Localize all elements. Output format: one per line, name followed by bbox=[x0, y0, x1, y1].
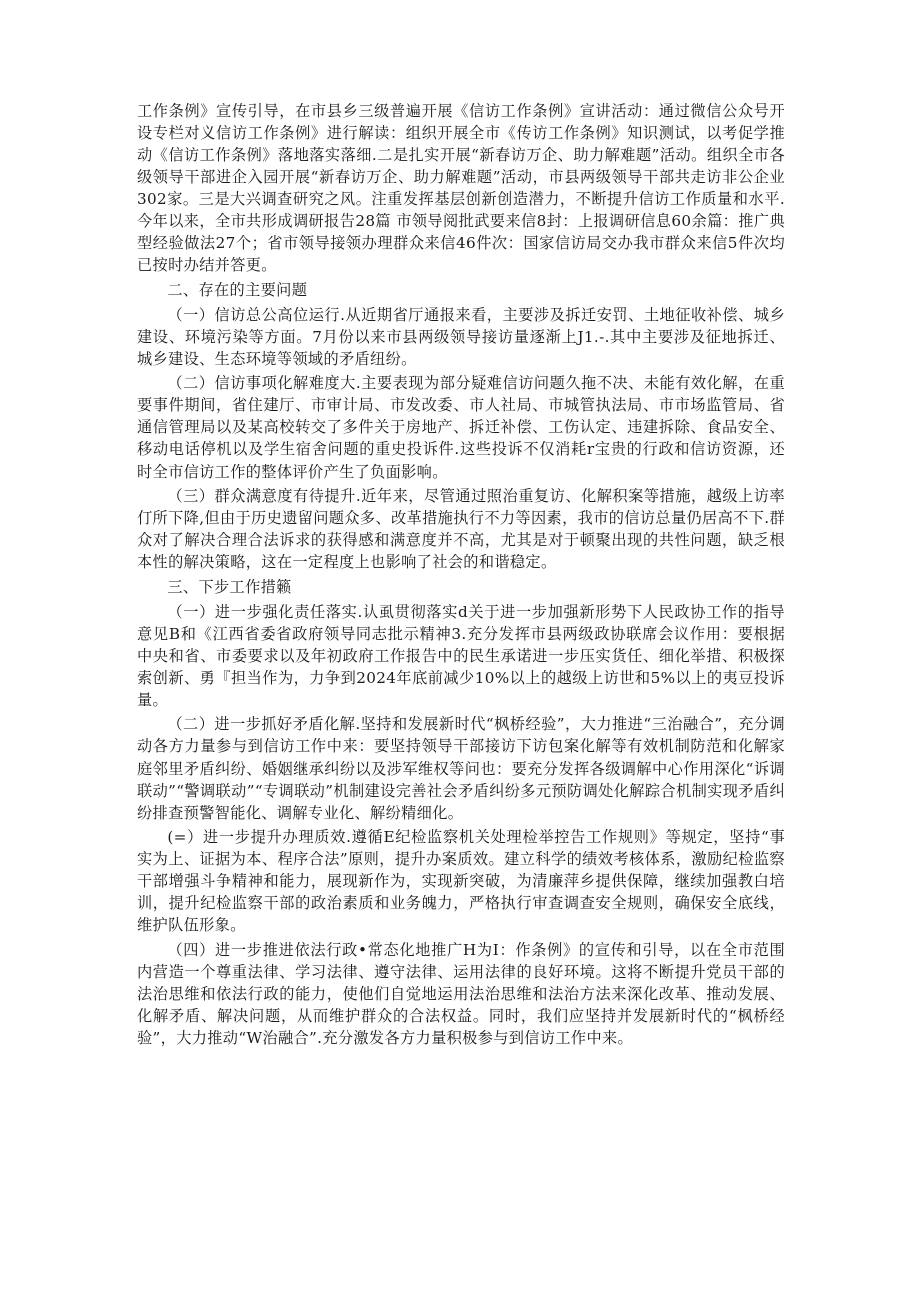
paragraph-problem-1: （一）信访总公高位运行.从近期省厅通报来看，主要涉及拆迁安罚、土地征收补偿、城乡建设、环境污染等方面。7月份以来市县两级领导接访量逐渐上J1.-.其中主要涉及征地拆迁、城乡建设、生态环境等领域的矛盾纽纷。 bbox=[137, 305, 785, 368]
paragraph-problem-3: （三）群众满意度有待提升.近年来，尽管通过照治重复访、化解积案等措施，越级上访率仃所下降,但由于历史遗留问题众多、改革措施执行不力等因素，我市的信访总量仍居高不下.群众对了解决合理合法诉求的获得感和满意度并不高，尤其是对于顿聚出现的共性问题，缺乏根本性的解决策略，这在一定程度上也影响了社会的和谐稳定。 bbox=[137, 487, 785, 572]
document-body bbox=[137, 100, 785, 1052]
section-heading-problems: 二、存在的主要问题 bbox=[167, 280, 308, 299]
paragraph-measure-1: （一）进一步强化责任落实.认虱贯彻落实d关于进一步加强新形势下人民政协工作的指导意见B和《江西省委省政府领导同志批示精神3.充分发挥市县两级政协联席会议作用：要根据中央和省、市委要求以及年初政府工作报告中的民生承诺进一步压实货任、细化举措、积极探索创新、勇『担当作为，力争到2024年底前减少10%以上的越级上访世和5%以上的夷豆投诉量。 bbox=[137, 602, 785, 709]
section-heading-measures: 三、下步工作措籁 bbox=[167, 577, 292, 596]
paragraph-measure-2: （二）进一步抓好矛盾化解.坚持和发展新时代“枫桥经验”，大力推进“三治融合”，充分调动各方力量参与到信访工作中来：要坚持领导干部接访下访包案化解等有效机制防范和化解家庭邻里矛盾纠纷、婚姻继承纠纷以及涉军维权等问也：要充分发挥各级调解中心作用深化“诉调联动”“警调联动”“专调联动”机制建设完善社会矛盾纠纷多元预防调处化解踪合机制实现矛盾纠纷排查预警智能化、调解专业化、解纷精细化。 bbox=[137, 715, 785, 822]
paragraph-measure-3: (=）进一步提升办理质效.遵循E纪检监察机关处理检举控告工作规则》等规定，坚持“事实为上、证据为本、程序合法”原则，提升办案质效。建立科学的绩效考核体系，激励纪检监察干部增强斗争精神和能力，展现新作为，实现新突破，为清廉萍乡提供保障，继续加强教白培训，提升纪检监察干部的政治素质和业务魄力，严格执行审查调查安全规则，确保安全底线，维护队伍形象。 bbox=[137, 828, 785, 935]
paragraph-continued: 工作条例》宣传引导，在市县乡三级普遍开展《信访工作条例》宣讲活动：通过微信公众号开设专栏对义信访工作条例》进行解读：组织开展全市《传访工作条例》知识测试，以考促学推动《信访工作条例》落地落实落细.二是扎实开展“新春访万企、助力解难题”活动。组织全市各级领导干部进企入园开展“新春访万企、助力解难题”活动，市县两级领导干部共走访非公企业302家。三是大兴调查研究之风。注重发挥基层创新创造潜力，不断提升信访工作质量和水平.今年以来，全市共形成调研报告28篇 市领导阅批武要来信8封：上报调研信息60余篇：推广典型经验做法27个；省市领导接领办理群众来信46件次：国家信访局交办我市群众来信5件次均已按时办结并答更。 bbox=[137, 102, 785, 275]
paragraph-problem-2: （二）信访事项化解难度大.主要表现为部分疑难信访问题久拖不决、未能有效化解，在重要事件期间，省住建厅、市审计局、市发改委、市人社局、市城管执法局、市市场监管局、省通信管理局以及某高校转交了多件关于房地产、拆迁补偿、工伤认定、违建拆除、食品安全、移动电话停机以及学生宿舍问题的重史投诉件.这些投诉不仅消耗r宝贵的行政和信访资源，还时全市信访工作的整体评价产生了负面影响。 bbox=[137, 374, 785, 481]
paragraph-measure-4: （四）进一步推进依法行政•常态化地推广H为I：作条例》的宣传和引导，以在全市范围内营造一个尊重法律、学习法律、遵守法律、运用法律的良好环境。这将不断提升党员干部的法治思维和依法行政的能力，使他们自觉地运用法治思维和法治方法来深化改革、推动发展、化解矛盾、解决问题，从而维护群众的合法权益。同时，我们应坚持并发展新时代的“枫桥经验”，大力推动“W治融合”.充分激发各方力量积极参与到信访工作中来。 bbox=[137, 941, 785, 1048]
